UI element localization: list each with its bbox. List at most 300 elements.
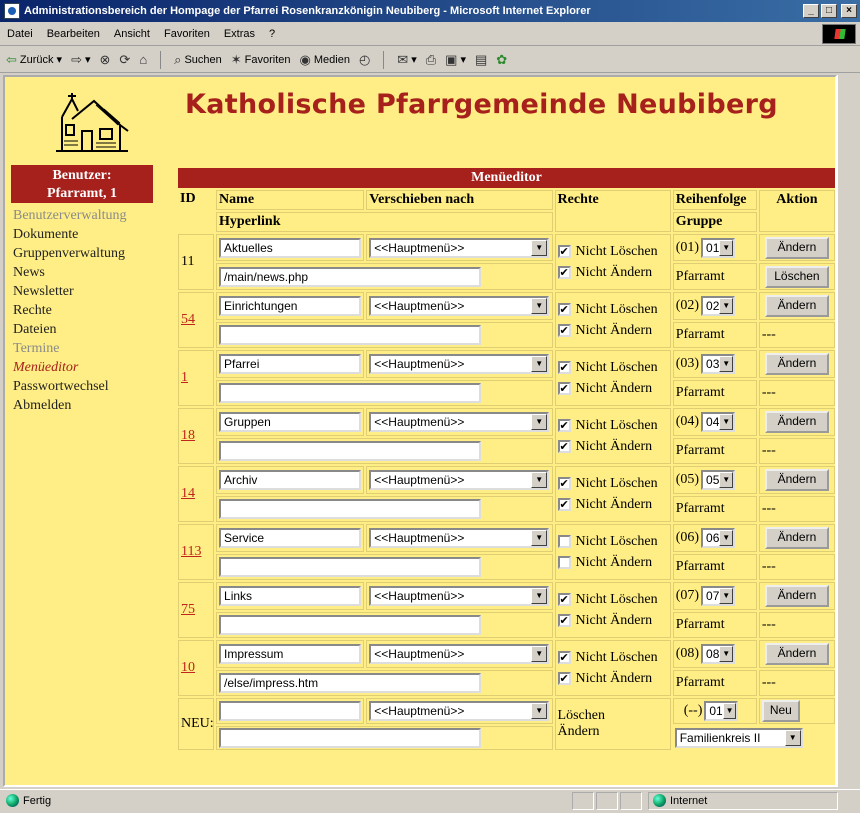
move-to-select[interactable] (369, 586, 549, 606)
row-order-cell (673, 582, 757, 610)
page-title: Katholische Pfarrgemeinde Neubiberg (185, 89, 778, 120)
no-edit-checkbox[interactable]: ✔ (559, 266, 569, 279)
delete-button[interactable]: Löschen (765, 266, 829, 288)
menu-row (178, 582, 835, 610)
menu-ansicht[interactable]: Ansicht (113, 27, 150, 40)
no-delete-checkbox-row (558, 590, 668, 610)
no-edit-checkbox-row (558, 553, 668, 573)
chevron-down-icon: ▼ (531, 588, 547, 604)
hyperlink-input[interactable] (219, 557, 481, 577)
new-rights-delete: Löschen (557, 708, 605, 723)
new-button[interactable]: Neu (762, 700, 800, 722)
search-icon: ⌕ (174, 51, 182, 67)
order-select[interactable] (701, 412, 735, 432)
row-id-cell (178, 524, 214, 580)
row-url-cell (216, 322, 553, 348)
no-delete-checkbox[interactable]: ✔ (559, 477, 569, 490)
browser-toolbar (0, 47, 860, 73)
chevron-down-icon: ▼ (719, 414, 733, 430)
menu-name-input[interactable] (219, 354, 361, 374)
menu-row (178, 408, 835, 436)
chevron-down-icon: ▼ (723, 703, 737, 719)
row-id-link[interactable]: 54 (181, 312, 195, 327)
row-order-cell (673, 350, 757, 378)
edit-button[interactable]: Ändern (765, 643, 829, 665)
row-order-cell (673, 292, 757, 320)
order-label: (08) (675, 646, 700, 662)
order-value: 08 (706, 647, 720, 662)
no-edit-label: Nicht Ändern (575, 322, 653, 338)
edit-button[interactable] (445, 52, 466, 68)
no-edit-label: Nicht Ändern (575, 438, 653, 454)
row-url-cell (216, 670, 553, 696)
header-group: Gruppe (673, 212, 757, 232)
nav-item-abmelden[interactable]: Abmelden (13, 398, 72, 413)
edit-button[interactable]: Ändern (765, 527, 829, 549)
media-label: Medien (313, 53, 350, 66)
no-edit-checkbox[interactable]: ✔ (559, 614, 569, 627)
row-group-cell: Pfarramt (673, 380, 757, 406)
vertical-scrollbar[interactable] (837, 75, 857, 787)
row-id-link[interactable]: 1 (181, 370, 188, 385)
toolbar-separator (156, 51, 165, 69)
back-label: Zurück (19, 53, 54, 66)
row-action-cell (759, 582, 835, 610)
favorites-button[interactable] (231, 52, 291, 68)
new-group-select[interactable] (675, 728, 803, 748)
star-icon: ✶ (230, 51, 242, 67)
new-move-to-value: <<Hauptmenü>> (374, 704, 465, 718)
no-edit-checkbox[interactable]: ✔ (559, 382, 569, 395)
header-action: Aktion (759, 190, 835, 232)
order-value: 05 (706, 473, 720, 488)
no-edit-label: Nicht Ändern (575, 264, 653, 280)
page-viewport (3, 75, 837, 787)
nav-item-benutzerverwaltung[interactable]: Benutzerverwaltung (13, 208, 127, 223)
row-id-cell (178, 640, 214, 696)
order-select[interactable] (701, 470, 735, 490)
row-move-cell (366, 524, 552, 552)
chevron-down-icon: ▼ (531, 414, 547, 430)
printer-icon: ⎙ (425, 51, 437, 67)
nav-item-menueditor[interactable]: Menüeditor (13, 360, 79, 375)
row-action-cell (759, 640, 835, 668)
order-label: (03) (675, 356, 700, 372)
no-edit-checkbox[interactable]: ✔ (559, 672, 569, 685)
no-edit-checkbox[interactable]: ✔ (559, 498, 569, 511)
menu-name-input[interactable] (219, 296, 361, 316)
user-box (11, 165, 153, 203)
no-delete-checkbox[interactable]: ✔ (559, 419, 569, 432)
no-edit-checkbox-row (558, 611, 668, 631)
menu-row (178, 524, 835, 552)
menu-name-input[interactable] (219, 412, 361, 432)
no-delete-checkbox-row (558, 300, 668, 320)
header-row-2 (178, 212, 835, 232)
menu-name-input[interactable] (219, 238, 361, 258)
order-value: 01 (706, 240, 720, 255)
hyperlink-input[interactable] (219, 615, 481, 635)
hyperlink-input[interactable] (219, 441, 481, 461)
maximize-button[interactable]: □ (821, 4, 837, 18)
no-delete-checkbox[interactable]: ✔ (559, 245, 569, 258)
new-group-value: Familienkreis II (679, 731, 761, 745)
new-name-input[interactable] (219, 701, 361, 721)
order-select[interactable] (701, 528, 735, 548)
menu-datei[interactable]: Datei (7, 27, 33, 40)
no-delete-checkbox-row (558, 416, 668, 436)
move-to-value: <<Hauptmenü>> (374, 357, 465, 372)
home-icon: ⌂ (139, 52, 148, 67)
row-id: 11 (181, 254, 195, 269)
row-name-cell (216, 524, 364, 552)
header-name: Name (216, 190, 364, 210)
row-move-cell (366, 292, 552, 320)
no-delete-checkbox-row (558, 532, 668, 552)
row-id-cell (178, 466, 214, 522)
move-to-select[interactable] (369, 470, 549, 490)
menu-row-sub (178, 554, 835, 580)
order-label: (02) (675, 298, 700, 314)
back-button[interactable] (6, 52, 62, 68)
order-value: 06 (706, 531, 720, 546)
discuss-button[interactable] (475, 52, 487, 68)
order-value: 03 (706, 357, 720, 372)
menu-name-input[interactable] (219, 528, 361, 548)
chevron-down-icon: ▼ (531, 530, 547, 546)
order-select[interactable] (701, 644, 735, 664)
order-value: 07 (706, 589, 720, 604)
hyperlink-input[interactable] (219, 267, 481, 287)
new-rights-cell (555, 698, 671, 750)
chevron-down-icon: ▼ (719, 472, 733, 488)
no-edit-label: Nicht Ändern (575, 380, 653, 396)
edit-button[interactable]: Ändern (765, 411, 829, 433)
order-label: (04) (675, 414, 700, 430)
mail-icon: ✉ (397, 51, 409, 67)
search-button[interactable] (174, 52, 222, 68)
new-name-cell (216, 698, 364, 724)
hyperlink-input[interactable] (219, 673, 481, 693)
row-action2-cell (759, 380, 835, 406)
edit-icon: ▣ (445, 51, 458, 67)
move-to-value: <<Hauptmenü>> (374, 531, 465, 546)
status-text: Fertig (23, 794, 52, 807)
order-select[interactable] (701, 296, 735, 316)
order-select[interactable] (701, 354, 735, 374)
new-group-cell (673, 726, 835, 750)
status-cell (620, 792, 642, 810)
row-move-cell (366, 350, 552, 378)
close-button[interactable]: × (841, 4, 857, 18)
row-name-cell (216, 582, 364, 610)
row-url-cell (216, 438, 553, 464)
no-edit-label: Nicht Ändern (575, 612, 653, 628)
status-bar (0, 789, 860, 811)
row-action-cell (759, 524, 835, 552)
row-group-cell: Pfarramt (673, 263, 757, 290)
row-id-link[interactable]: 14 (181, 486, 195, 501)
stop-icon: ⊗ (99, 51, 111, 67)
windows-logo-icon (822, 24, 856, 44)
no-delete-label: Nicht Löschen (575, 533, 658, 549)
menu-bearbeiten[interactable]: Bearbeiten (46, 27, 100, 40)
menu-row-sub (178, 263, 835, 290)
new-move-cell (366, 698, 552, 724)
edit-button[interactable]: Ändern (765, 295, 829, 317)
row-group-cell: Pfarramt (673, 612, 757, 638)
no-delete-checkbox[interactable] (558, 535, 571, 548)
refresh-icon: ⟳ (119, 51, 131, 67)
no-action-dash: --- (761, 675, 776, 691)
row-group-cell: Pfarramt (673, 554, 757, 580)
row-action-cell (759, 466, 835, 494)
header-rights: Rechte (555, 190, 671, 232)
order-value: 02 (706, 299, 720, 314)
window-buttons (803, 4, 857, 18)
chevron-down-icon: ▾ (411, 54, 417, 66)
nav-item-dokumente[interactable]: Dokumente (13, 227, 79, 242)
no-delete-label: Nicht Löschen (575, 591, 658, 607)
row-rights-cell (555, 582, 671, 638)
mail-button[interactable] (397, 52, 416, 68)
row-id-link[interactable]: 10 (181, 660, 195, 675)
window-titlebar (0, 0, 860, 22)
move-to-select[interactable] (369, 354, 549, 374)
no-edit-checkbox-row (558, 437, 668, 457)
no-action-dash: --- (761, 443, 776, 459)
header-hyperlink: Hyperlink (216, 212, 553, 232)
row-action-cell (759, 350, 835, 378)
history-icon: ◴ (358, 51, 371, 67)
new-row-label: NEU: (178, 698, 214, 750)
order-label: (06) (675, 530, 700, 546)
menu-name-input[interactable] (219, 586, 361, 606)
window-title: Administrationsbereich der Hompage der Pfarrei Rosenkranzkönigin Neubiberg - Microsoft Internet Explorer (24, 5, 591, 17)
row-name-cell (216, 408, 364, 436)
hyperlink-input[interactable] (219, 325, 481, 345)
status-cell (572, 792, 594, 810)
nav-item-rechte[interactable]: Rechte (13, 303, 52, 318)
row-name-cell (216, 640, 364, 668)
chevron-down-icon: ▼ (531, 646, 547, 662)
security-zone (648, 792, 838, 810)
move-to-value: <<Hauptmenü>> (374, 473, 465, 488)
nav-item-dateien[interactable]: Dateien (13, 322, 57, 337)
home-button[interactable] (139, 52, 147, 67)
row-name-cell (216, 292, 364, 320)
nav-item-passwortwechsel[interactable]: Passwortwechsel (13, 379, 109, 394)
menu-row (178, 466, 835, 494)
no-delete-checkbox-row (558, 242, 668, 262)
menu-row-sub (178, 496, 835, 522)
favorites-label: Favoriten (244, 53, 291, 66)
media-icon: ◉ (299, 51, 311, 67)
move-to-select[interactable] (369, 528, 549, 548)
minimize-button[interactable]: _ (803, 4, 819, 18)
new-url-cell (216, 726, 553, 750)
new-rights-edit: Ändern (557, 724, 600, 739)
menu-editor (176, 166, 837, 752)
no-action-dash: --- (761, 617, 776, 633)
forward-button[interactable] (71, 52, 90, 68)
row-id-cell (178, 292, 214, 348)
row-url-cell (216, 554, 553, 580)
menu-help[interactable]: ? (269, 27, 276, 40)
no-edit-checkbox[interactable] (558, 556, 571, 569)
move-to-value: <<Hauptmenü>> (374, 299, 465, 314)
menu-extras[interactable]: Extras (223, 27, 256, 40)
move-to-select[interactable] (369, 644, 549, 664)
toolbar-separator (379, 51, 388, 69)
row-move-cell (366, 408, 552, 436)
chevron-down-icon: ▾ (84, 54, 91, 66)
row-move-cell (366, 582, 552, 610)
new-order-value: 01 (709, 704, 723, 718)
new-move-to-select[interactable] (369, 701, 549, 721)
document-icon: ▤ (474, 51, 488, 67)
edit-button[interactable]: Ändern (765, 237, 829, 259)
menu-row-sub (178, 322, 835, 348)
row-rights-cell (555, 292, 671, 348)
row-id-cell (178, 234, 214, 290)
hyperlink-input[interactable] (219, 499, 481, 519)
no-edit-checkbox-row (558, 321, 668, 341)
row-action2-cell (759, 322, 835, 348)
menu-name-input[interactable] (219, 644, 361, 664)
no-edit-checkbox-row (558, 495, 668, 515)
ie-app-icon (4, 3, 20, 19)
no-delete-label: Nicht Löschen (575, 417, 658, 433)
no-edit-label: Nicht Ändern (575, 554, 653, 570)
no-delete-label: Nicht Löschen (575, 359, 658, 375)
move-to-select[interactable] (369, 412, 549, 432)
no-delete-checkbox[interactable]: ✔ (559, 361, 569, 374)
globe-icon (653, 794, 666, 807)
edit-button[interactable]: Ändern (765, 353, 829, 375)
header-row-1 (178, 190, 835, 210)
forward-arrow-icon: ⇨ (71, 51, 82, 67)
row-id-link[interactable]: 113 (181, 544, 202, 559)
row-action2-cell (759, 554, 835, 580)
row-action2-cell (759, 496, 835, 522)
new-order-select[interactable] (704, 701, 738, 721)
side-navigation (13, 206, 127, 415)
menu-row-sub (178, 380, 835, 406)
row-name-cell (216, 350, 364, 378)
no-edit-checkbox-row (558, 263, 668, 283)
row-rights-cell (555, 408, 671, 464)
refresh-button[interactable] (119, 52, 130, 68)
menu-row-sub (178, 670, 835, 696)
row-name-cell (216, 466, 364, 494)
no-delete-checkbox[interactable]: ✔ (559, 593, 569, 606)
no-action-dash: --- (761, 501, 776, 517)
order-select[interactable] (701, 238, 735, 258)
move-to-value: <<Hauptmenü>> (374, 589, 465, 604)
row-action2-cell (759, 438, 835, 464)
row-order-cell (673, 234, 757, 261)
no-delete-checkbox[interactable]: ✔ (559, 651, 569, 664)
order-label: (01) (675, 239, 700, 255)
row-order-cell (673, 524, 757, 552)
edit-button[interactable]: Ändern (765, 469, 829, 491)
edit-button[interactable]: Ändern (765, 585, 829, 607)
move-to-value: <<Hauptmenü>> (374, 415, 465, 430)
menu-name-input[interactable] (219, 470, 361, 490)
messenger-button[interactable] (496, 52, 507, 68)
hyperlink-input[interactable] (219, 383, 481, 403)
no-delete-label: Nicht Löschen (575, 243, 658, 259)
search-label: Suchen (184, 53, 222, 66)
order-value: 04 (706, 415, 720, 430)
menu-row-sub (178, 612, 835, 638)
editor-caption-row (178, 168, 835, 188)
chevron-down-icon: ▼ (719, 240, 733, 256)
no-edit-checkbox[interactable]: ✔ (559, 324, 569, 337)
no-delete-label: Nicht Löschen (575, 301, 658, 317)
move-to-select[interactable] (369, 238, 549, 258)
menu-row (178, 640, 835, 668)
menu-row (178, 292, 835, 320)
row-url-cell (216, 612, 553, 638)
messenger-icon: ✿ (496, 51, 508, 67)
church-house-logo (52, 91, 132, 155)
row-order-cell (673, 466, 757, 494)
menu-row-sub (178, 438, 835, 464)
menu-bar (0, 22, 860, 46)
no-delete-checkbox[interactable]: ✔ (559, 303, 569, 316)
order-select[interactable] (701, 586, 735, 606)
menu-row (178, 234, 835, 261)
row-id-link[interactable]: 18 (181, 428, 195, 443)
new-hyperlink-input[interactable] (219, 728, 481, 748)
back-arrow-icon: ⇦ (6, 51, 17, 67)
chevron-down-icon: ▼ (719, 530, 733, 546)
move-to-select[interactable] (369, 296, 549, 316)
chevron-down-icon: ▼ (719, 356, 733, 372)
row-rights-cell (555, 524, 671, 580)
order-label: (07) (675, 588, 700, 604)
nav-item-gruppenverwaltung[interactable]: Gruppenverwaltung (13, 246, 125, 261)
no-delete-label: Nicht Löschen (575, 475, 658, 491)
row-id-cell (178, 582, 214, 638)
no-edit-checkbox[interactable]: ✔ (559, 440, 569, 453)
header-id: ID (180, 191, 196, 206)
row-rights-cell (555, 466, 671, 522)
menu-editor-table (176, 166, 837, 752)
move-to-value: <<Hauptmenü>> (374, 647, 465, 662)
no-edit-checkbox-row (558, 379, 668, 399)
stop-button[interactable] (100, 52, 111, 68)
row-group-cell: Pfarramt (673, 496, 757, 522)
row-group-cell: Pfarramt (673, 438, 757, 464)
print-button[interactable] (426, 52, 436, 68)
menu-favoriten[interactable]: Favoriten (163, 27, 210, 40)
nav-item-termine[interactable]: Termine (13, 341, 60, 356)
history-button[interactable] (359, 52, 370, 68)
row-action-cell (759, 292, 835, 320)
media-button[interactable] (300, 52, 350, 68)
chevron-down-icon: ▼ (719, 646, 733, 662)
user-name: Pfarramt, 1 (47, 186, 117, 201)
nav-item-news[interactable]: News (13, 265, 45, 280)
row-id-link[interactable]: 75 (181, 602, 195, 617)
nav-item-newsletter[interactable]: Newsletter (13, 284, 74, 299)
row-move-cell (366, 234, 552, 261)
no-action-dash: --- (761, 327, 776, 343)
row-group-cell: Pfarramt (673, 670, 757, 696)
